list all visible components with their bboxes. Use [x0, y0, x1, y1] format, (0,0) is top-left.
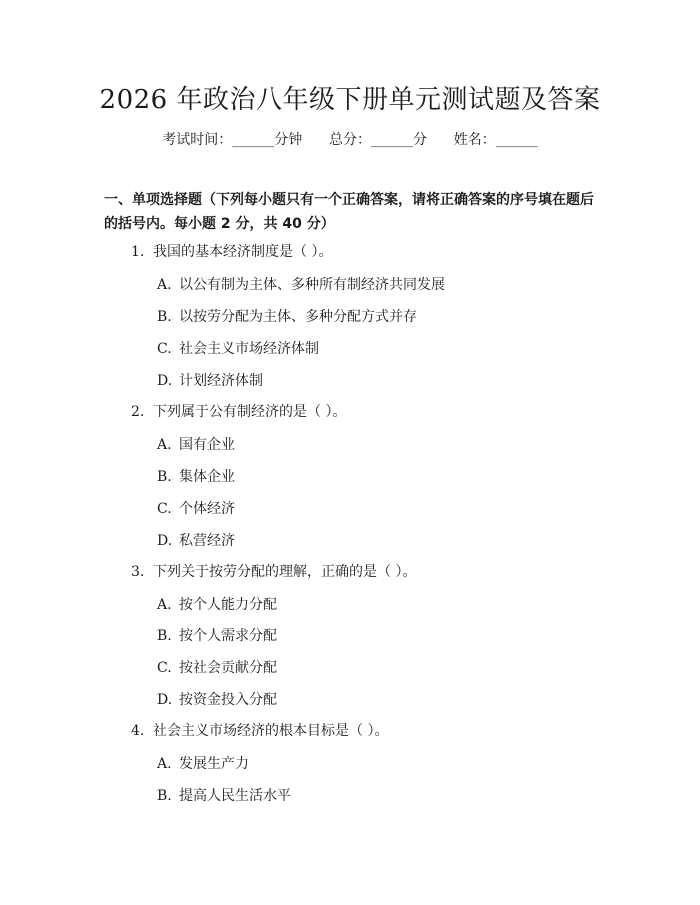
option-letter: B.	[157, 628, 172, 644]
option-letter: B.	[157, 788, 172, 804]
question-2-option-a	[157, 435, 235, 455]
question-1-option-a	[157, 275, 445, 295]
option-letter: D.	[157, 692, 173, 708]
question-2-stem	[131, 402, 346, 422]
exam-info-line: 考试时间：______分钟 总分：______分 姓名：______	[162, 132, 538, 148]
question-3-stem	[131, 562, 416, 582]
option-text: 发展生产力	[179, 756, 249, 772]
option-letter: A.	[157, 277, 172, 293]
section-heading: 一、单项选择题（下列每小题只有一个正确答案，请将正确答案的序号填在题后的括号内。每小题 2 分，共 40 分）	[104, 192, 594, 232]
question-1-option-b	[157, 307, 417, 327]
question-2-option-c	[157, 499, 235, 519]
option-letter: C.	[157, 501, 172, 517]
question-3-option-a	[157, 595, 277, 615]
question-number: 4.	[131, 723, 145, 739]
option-letter: B.	[157, 309, 172, 325]
question-text: 下列关于按劳分配的理解，正确的是（ ）。	[153, 564, 417, 580]
question-4-option-a	[157, 754, 249, 774]
option-text: 以按劳分配为主体、多种分配方式并存	[179, 309, 417, 325]
option-text: 按个人需求分配	[179, 628, 277, 644]
option-letter: A.	[157, 437, 172, 453]
question-text: 我国的基本经济制度是（ ）。	[153, 244, 333, 260]
option-text: 个体经济	[179, 501, 235, 517]
question-2-option-b	[157, 467, 235, 487]
question-2-option-d	[157, 531, 235, 551]
option-letter: C.	[157, 341, 172, 357]
option-text: 按个人能力分配	[179, 597, 277, 613]
option-text: 社会主义市场经济体制	[179, 341, 319, 357]
option-letter: A.	[157, 597, 172, 613]
question-text: 下列属于公有制经济的是（ ）。	[153, 404, 347, 420]
question-1-option-c	[157, 339, 319, 359]
option-letter: B.	[157, 469, 172, 485]
question-3-option-b	[157, 626, 277, 646]
question-4-stem	[131, 721, 388, 741]
page-title: 2026 年政治八年级下册单元测试题及答案	[99, 85, 601, 115]
option-text: 按社会贡献分配	[179, 660, 277, 676]
option-text: 国有企业	[179, 437, 235, 453]
question-number: 3.	[131, 564, 145, 580]
option-letter: D.	[157, 373, 173, 389]
question-number: 2.	[131, 404, 145, 420]
option-text: 私营经济	[179, 533, 235, 549]
option-text: 集体企业	[179, 469, 235, 485]
option-text: 提高人民生活水平	[179, 788, 291, 804]
question-3-option-d	[157, 690, 277, 710]
option-letter: C.	[157, 660, 172, 676]
question-text: 社会主义市场经济的根本目标是（ ）。	[153, 723, 389, 739]
option-text: 以公有制为主体、多种所有制经济共同发展	[179, 277, 445, 293]
question-1-option-d	[157, 371, 263, 391]
question-1-stem	[131, 242, 332, 262]
option-text: 按资金投入分配	[179, 692, 277, 708]
question-3-option-c	[157, 658, 277, 678]
option-letter: D.	[157, 533, 173, 549]
option-letter: A.	[157, 756, 172, 772]
option-text: 计划经济体制	[179, 373, 263, 389]
question-4-option-b	[157, 786, 291, 806]
question-number: 1.	[131, 244, 145, 260]
